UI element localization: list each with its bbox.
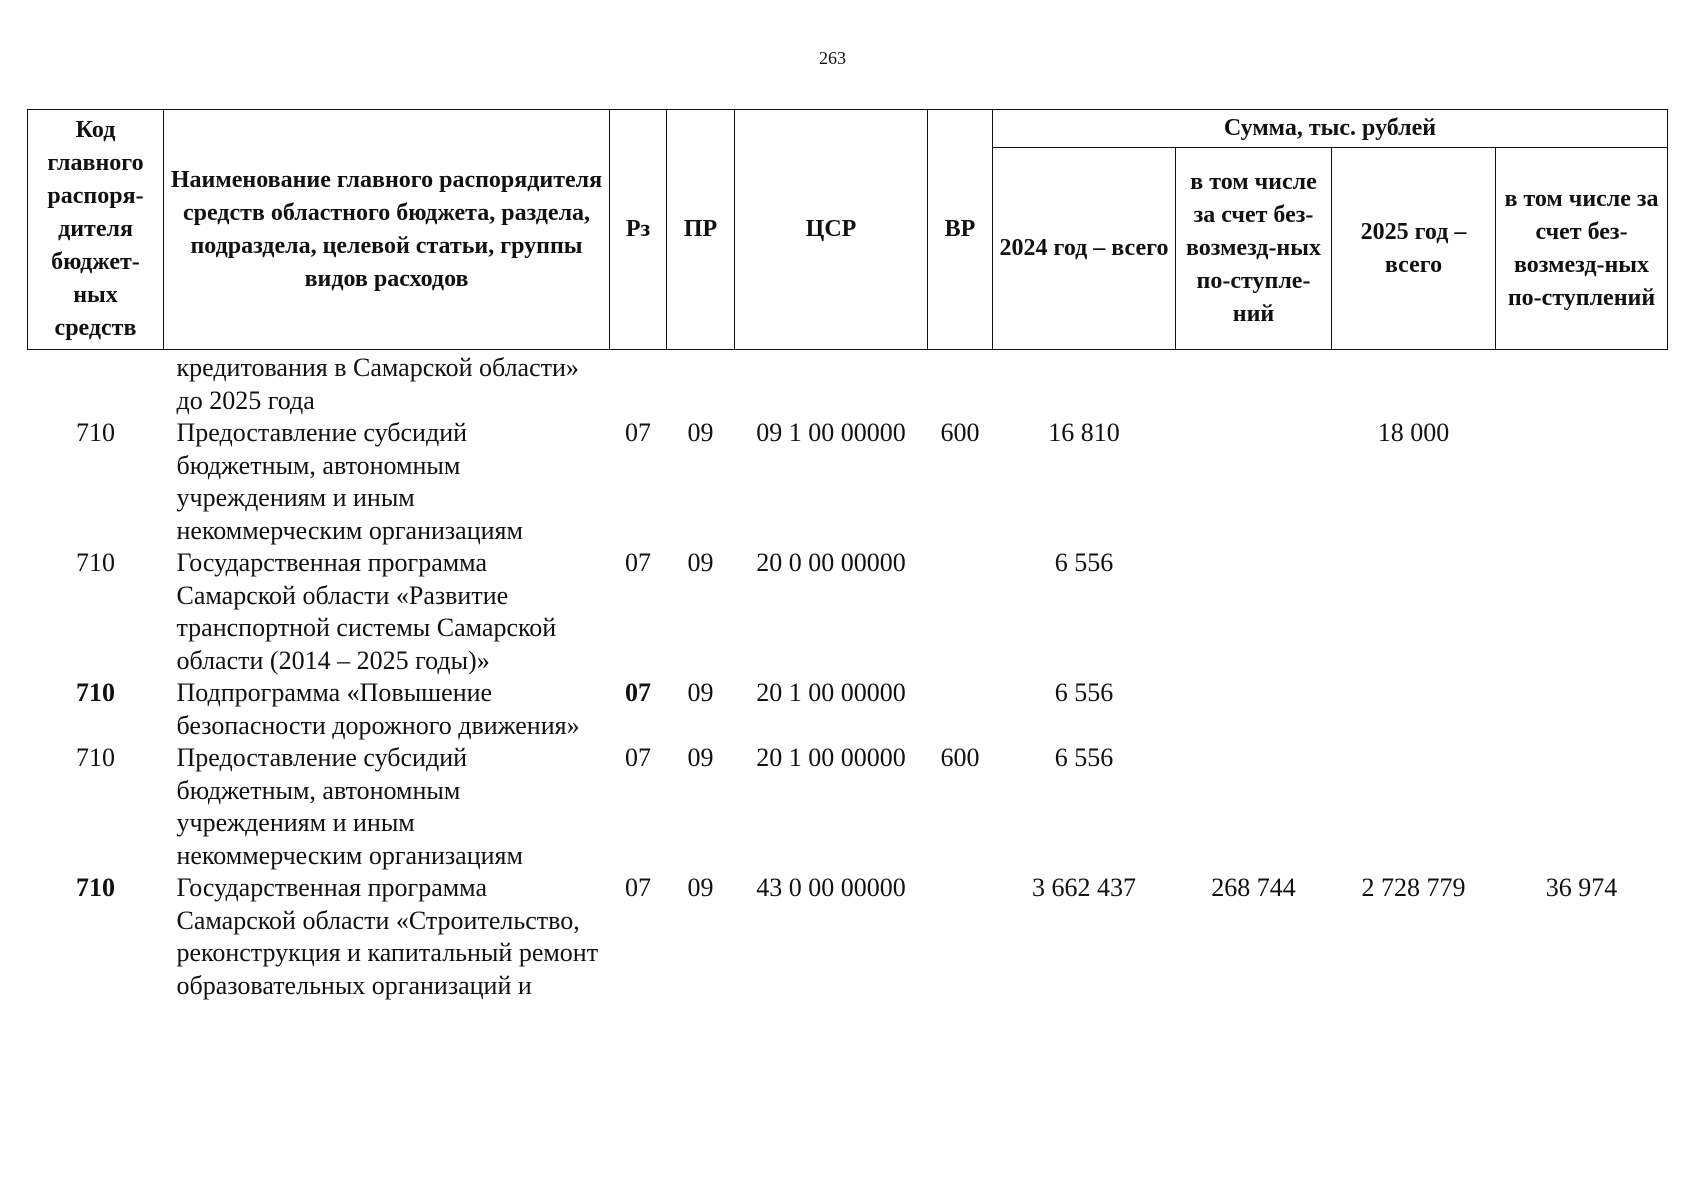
- header-2024-grants: в том числе за счет без-возмезд-ных по-ступле-ний: [1176, 148, 1332, 350]
- header-vr: ВР: [928, 110, 993, 350]
- cell-2025-grants: 36 974: [1545, 873, 1618, 902]
- cell-csr: 09 1 00 00000: [756, 418, 906, 447]
- budget-table: [27, 109, 1668, 1002]
- cell-csr: 43 0 00 00000: [756, 873, 906, 902]
- header-name: Наименование главного распорядителя средств областного бюджета, раздела, подраздела, целевой статьи, группы видов расходов: [164, 110, 610, 350]
- header-pr: ПР: [667, 110, 735, 350]
- cell-2025-total: [1332, 350, 1496, 418]
- cell-2025-grants: [1496, 417, 1668, 547]
- cell-2024-total: 6 556: [1054, 678, 1114, 707]
- cell-name: Государственная программа Самарской области «Развитие транспортной системы Самарской области (2014 – 2025 годы)»: [176, 548, 557, 675]
- cell-pr: 09: [687, 678, 714, 707]
- cell-2025-total: [1332, 547, 1496, 677]
- cell-csr: 20 0 00 00000: [756, 548, 906, 577]
- cell-code: [28, 350, 164, 418]
- cell-2025-total: 18 000: [1377, 418, 1450, 447]
- cell-2024-total: 6 556: [1054, 548, 1114, 577]
- cell-code: 710: [76, 873, 115, 902]
- cell-2024-grants: [1176, 547, 1332, 677]
- cell-pr: 09: [687, 418, 714, 447]
- cell-2025-grants: [1496, 742, 1668, 872]
- table-header: [28, 110, 1668, 350]
- table-row: [28, 677, 1668, 742]
- cell-2024-total: 6 556: [1054, 743, 1114, 772]
- cell-2024-total: 3 662 437: [1032, 873, 1136, 902]
- cell-code: 710: [76, 418, 115, 447]
- cell-pr: [667, 350, 735, 418]
- cell-vr: [928, 350, 993, 418]
- table-row: [28, 547, 1668, 677]
- cell-pr: 09: [687, 873, 714, 902]
- cell-2024-grants: 268 744: [1211, 873, 1296, 902]
- cell-csr: 20 1 00 00000: [756, 743, 906, 772]
- cell-code: 710: [76, 678, 115, 707]
- table-row: [28, 417, 1668, 547]
- header-2024-total: 2024 год – всего: [993, 148, 1176, 350]
- cell-rz: 07: [625, 548, 651, 577]
- cell-2025-total: [1332, 677, 1496, 742]
- table-row: [28, 742, 1668, 872]
- cell-vr: 600: [940, 418, 980, 447]
- header-csr: ЦСР: [735, 110, 928, 350]
- cell-2024-grants: [1176, 742, 1332, 872]
- header-code: Код главного распоря-дителя бюджет-ных средств: [28, 110, 164, 350]
- cell-rz: 07: [625, 873, 651, 902]
- page-number: 263: [819, 48, 846, 68]
- cell-rz: 07: [625, 743, 651, 772]
- cell-name: Государственная программа Самарской области «Строительство, реконструкция и капитальный ремонт образовательных организаций и: [176, 873, 599, 1000]
- cell-vr: [928, 677, 993, 742]
- cell-2024-total: [993, 350, 1176, 418]
- cell-rz: 07: [625, 418, 651, 447]
- table-row: [28, 872, 1668, 1002]
- cell-vr: [928, 547, 993, 677]
- cell-csr: [735, 350, 928, 418]
- cell-vr: [928, 872, 993, 1002]
- cell-code: 710: [76, 743, 115, 772]
- cell-name: Предоставление субсидий бюджетным, автономным учреждениям и иным некоммерческим организациям: [176, 418, 523, 545]
- cell-2025-grants: [1496, 547, 1668, 677]
- cell-rz: [610, 350, 667, 418]
- header-sum-group: Сумма, тыс. рублей: [993, 110, 1668, 148]
- header-2025-total: 2025 год – всего: [1332, 148, 1496, 350]
- cell-2025-total: [1332, 742, 1496, 872]
- cell-name: Предоставление субсидий бюджетным, автономным учреждениям и иным некоммерческим организациям: [176, 743, 523, 870]
- cell-pr: 09: [687, 548, 714, 577]
- cell-pr: 09: [687, 743, 714, 772]
- cell-2025-grants: [1496, 350, 1668, 418]
- cell-2025-grants: [1496, 677, 1668, 742]
- cell-rz: 07: [625, 678, 651, 707]
- header-rz: Рз: [610, 110, 667, 350]
- cell-2024-total: 16 810: [1048, 418, 1120, 447]
- cell-name: кредитования в Самарской области» до 2025 года: [176, 353, 579, 415]
- cell-2024-grants: [1176, 417, 1332, 547]
- cell-vr: 600: [940, 743, 980, 772]
- cell-code: 710: [76, 548, 115, 577]
- cell-2025-total: 2 728 779: [1361, 873, 1466, 902]
- cell-2024-grants: [1176, 677, 1332, 742]
- cell-2024-grants: [1176, 350, 1332, 418]
- cell-csr: 20 1 00 00000: [756, 678, 906, 707]
- header-2025-grants: в том числе за счет без-возмезд-ных по-ступлений: [1496, 148, 1668, 350]
- table-row: [28, 350, 1668, 418]
- cell-name: Подпрограмма «Повышение безопасности дорожного движения»: [176, 678, 580, 740]
